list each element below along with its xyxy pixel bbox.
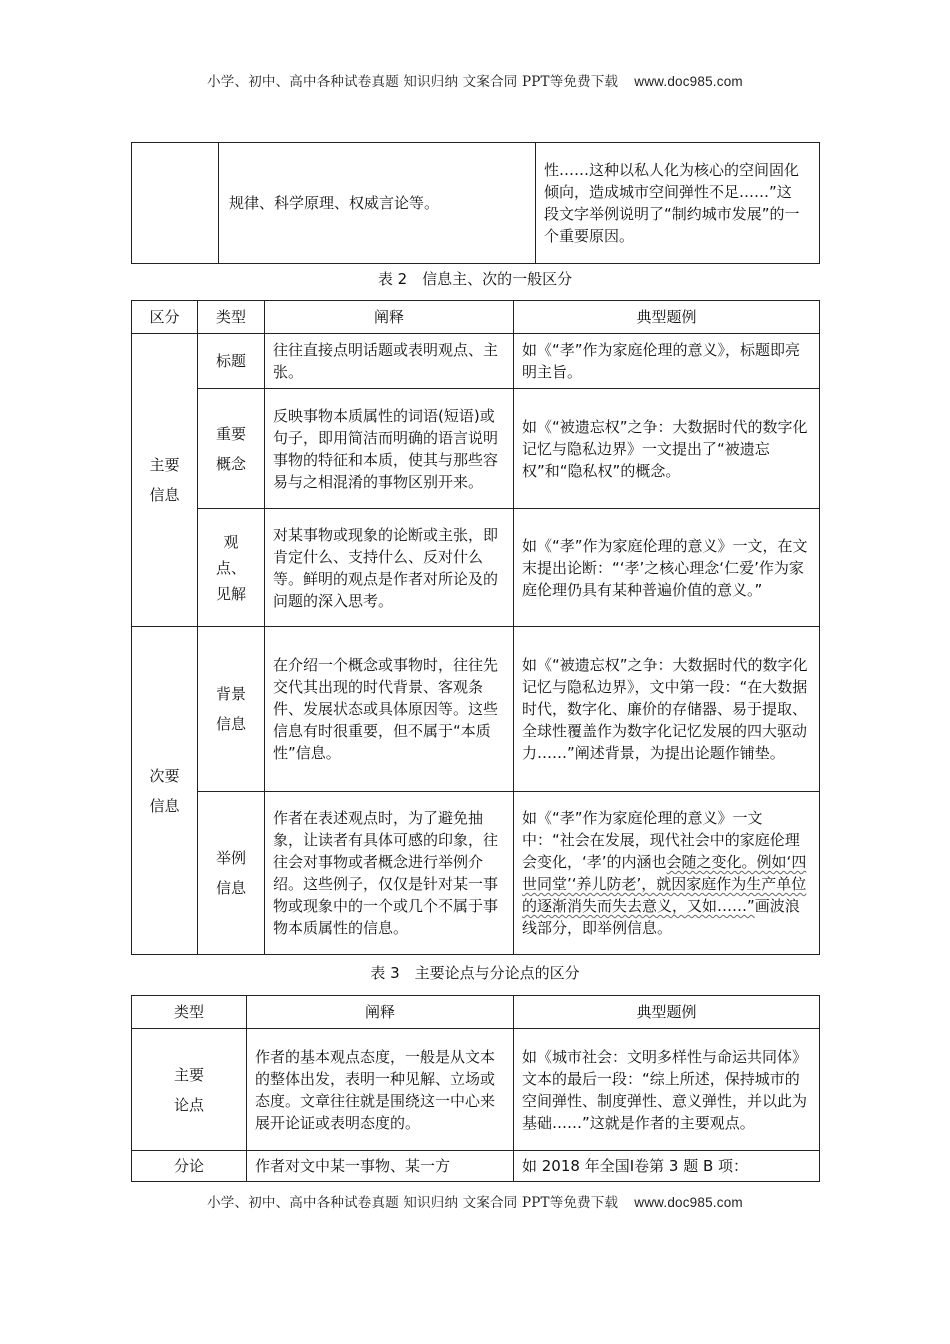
t2-header-type: 类型 [198,301,265,334]
footer-text: 小学、初中、高中各种试卷真题 知识归纳 文案合同 PPT等免费下载 [207,1195,619,1211]
table2-caption: 表 2 信息主、次的一般区分 [377,270,573,288]
t2-row2-type: 重要 概念 [198,389,265,509]
table3-caption: 表 3 主要论点与分论点的区分 [370,964,580,982]
t2-row2-example: 如《“被遗忘权”之争：大数据时代的数字化记忆与隐私边界》一文提出了“被遗忘权”和“隐私权”的概念。 [514,389,820,509]
t2-row3-type: 观 点、 见解 [198,509,265,627]
t3-header-example: 典型题例 [514,996,820,1029]
t3-row1-example: 如《城市社会：文明多样性与命运共同体》文本的最后一段：“综上所述，保持城市的空间弹性、制度弹性、意义弹性，并以此为基础……”这就是作者的主要观点。 [514,1029,820,1151]
table-1-fragment [131,142,820,264]
t3-row1-type: 主要 论点 [132,1029,247,1151]
t2-header-example: 典型题例 [514,301,820,334]
t2-row1-type: 标题 [198,334,265,389]
t2-row4-example: 如《“被遗忘权”之争：大数据时代的数字化记忆与隐私边界》，文中第一段：“在大数据时代，数字化、廉价的存储器、易于提取、全球性覆盖作为数字化记忆发展的四大驱动力……”阐述背景，为提出论题作铺垫。 [514,627,820,792]
table1-middle-cell: 规律、科学原理、权威言论等。 [219,143,536,264]
t2-row3-example: 如《“孝”作为家庭伦理的意义》一文，在文末提出论断：“‘孝’之核心理念‘仁爱’作为家庭伦理仍具有某种普遍价值的意义。” [514,509,820,627]
t2-group-main: 主要 信息 [132,334,198,627]
t2-row1-example: 如《“孝”作为家庭伦理的意义》，标题即亮明主旨。 [514,334,820,389]
t2-row5-explain: 作者在表述观点时，为了避免抽象，让读者有具体可感的印象，往往会对事物或者概念进行举例介绍。这些例子，仅仅是针对某一事物或现象中的一个或几个不属于事物本质属性的信息。 [265,792,514,955]
t2-row2-explain: 反映事物本质属性的词语(短语)或句子，即用简洁而明确的语言说明事物的特征和本质，使其与那些容易与之相混淆的事物区别开来。 [265,389,514,509]
t2-row5-example-intro: 如《“孝”作为家庭伦理的意义》一文中：“社会在发展，现代社会中的家庭伦理会变化，‘孝’的内涵也 [522,809,800,871]
t2-row5-example-note: 画波浪线部分，即举例信息。 [522,897,800,937]
table-2 [131,300,820,955]
t2-header-category: 区分 [132,301,198,334]
t3-row2-example: 如 2018 年全国Ⅰ卷第 3 题 B 项： [514,1151,820,1182]
page-header [0,70,950,90]
table1-right-cell: 性……这种以私人化为核心的空间固化倾向，造成城市空间弹性不足……”这段文字举例说明了“制约城市发展”的一个重要原因。 [536,143,820,264]
table1-empty-cell [132,143,219,264]
t3-row2-type: 分论 [132,1151,247,1182]
t2-row5-example-wavy: 会随之变化。例如‘四世同堂’‘养儿防老’，就因家庭作为生产单位的逐渐消失而失去意义，又如……” [522,853,807,915]
t2-row5-example [514,792,820,955]
table-3 [131,995,820,1182]
t2-row4-explain: 在介绍一个概念或事物时，往往先交代其出现的时代背景、客观条件、发展状态或具体原因等。这些信息有时很重要，但不属于“本质性”信息。 [265,627,514,792]
header-site: www.doc985.com [634,74,743,89]
footer-site: www.doc985.com [634,1195,743,1210]
header-text: 小学、初中、高中各种试卷真题 知识归纳 文案合同 PPT等免费下载 [207,74,619,90]
t2-row5-type: 举例 信息 [198,792,265,955]
t3-header-explain: 阐释 [247,996,514,1029]
t3-row1-explain: 作者的基本观点态度，一般是从文本的整体出发，表明一种见解、立场或态度。文章往往就是围绕这一中心来展开论证或表明态度的。 [247,1029,514,1151]
page-footer [0,1191,950,1211]
t2-row1-explain: 往往直接点明话题或表明观点、主张。 [265,334,514,389]
t2-group-secondary: 次要 信息 [132,627,198,955]
t2-row4-type: 背景 信息 [198,627,265,792]
t2-header-explain: 阐释 [265,301,514,334]
t2-row3-explain: 对某事物或现象的论断或主张，即肯定什么、支持什么、反对什么等。鲜明的观点是作者对所论及的问题的深入思考。 [265,509,514,627]
t3-row2-explain: 作者对文中某一事物、某一方 [247,1151,514,1182]
t3-header-type: 类型 [132,996,247,1029]
